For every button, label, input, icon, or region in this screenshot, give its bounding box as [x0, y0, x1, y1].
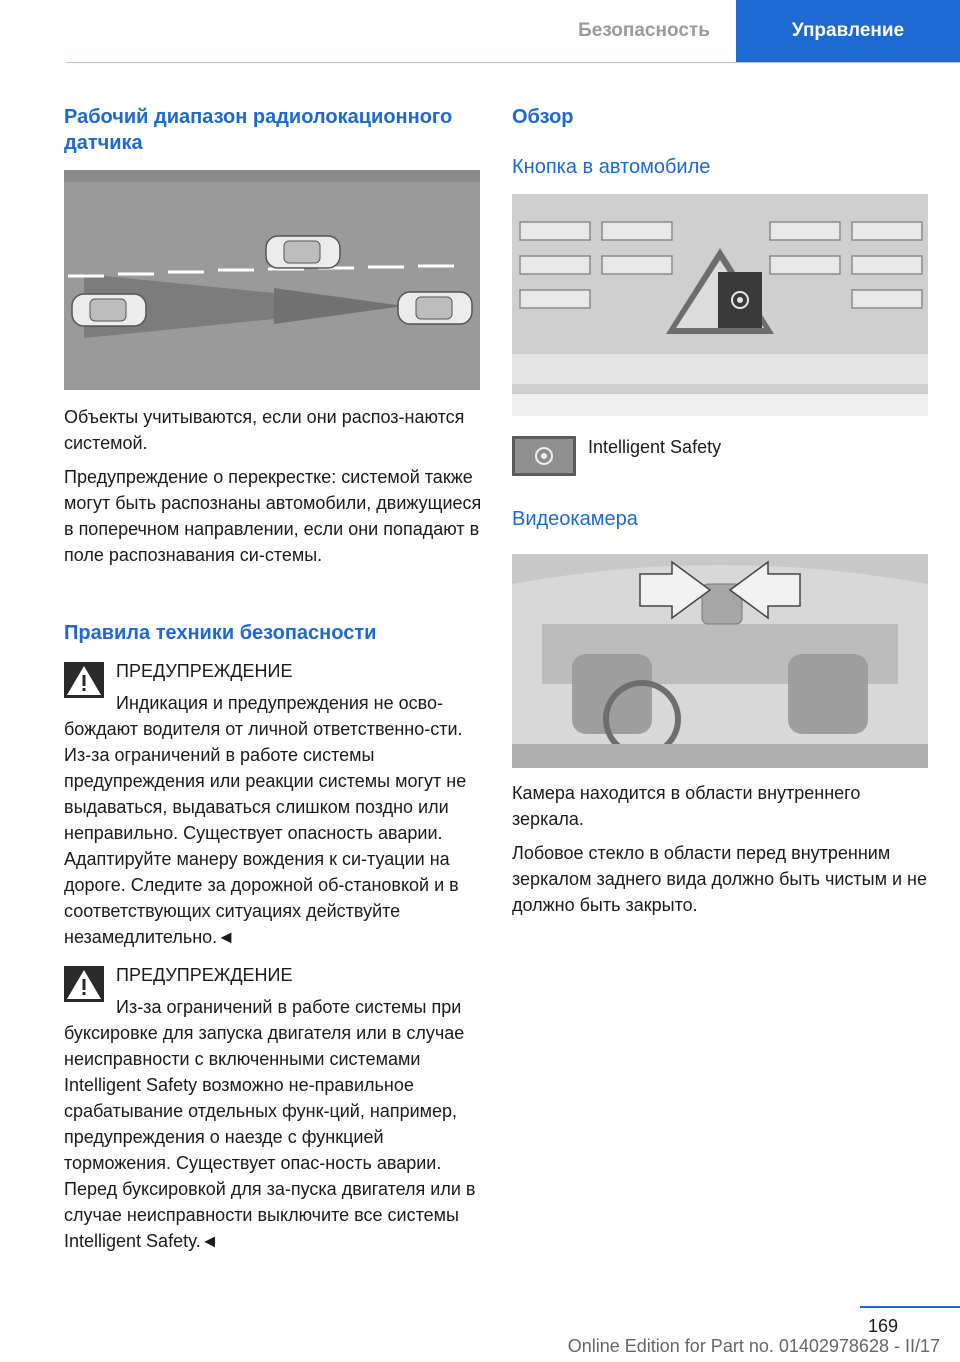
overview-heading: Обзор — [512, 106, 574, 128]
radar-range-heading: Рабочий диапазон радиолокационного датчика — [64, 106, 453, 154]
intelligent-safety-label: Intelligent Safety — [588, 437, 722, 457]
header-divider — [66, 62, 960, 63]
camera-location-text: Камера находится в области внутреннего зеркала. — [512, 783, 861, 829]
intelligent-safety-icon — [512, 436, 576, 476]
page-number: 169 — [867, 1316, 898, 1336]
dashboard-button-illustration — [512, 194, 928, 416]
warning2-title: ПРЕДУПРЕЖДЕНИЕ — [116, 965, 293, 985]
paragraph-objects: Объекты учитываются, если они распоз-наются системой. — [64, 407, 465, 453]
footer-edition: Online Edition for Part no. 01402978628 - II/17 — [567, 1336, 940, 1356]
button-in-car-heading: Кнопка в автомобиле — [512, 156, 711, 178]
camera-interior-illustration — [512, 554, 928, 768]
windshield-clean-text: Лобовое стекло в области перед внутренним зеркалом заднего вида должно быть чистым и не должно быть закрыто. — [512, 843, 927, 915]
camera-heading: Видеокамера — [512, 508, 638, 530]
car-upper — [266, 236, 340, 268]
car-right — [398, 292, 472, 324]
warning1-text: Индикация и предупреждения не осво-бождают водителя от личной ответственно-сти. Из-за ограничений в работе системы предупреждения или реакции системы могут не выдаваться, выдаваться слишком поздно или неправильно. Существует опасность аварии. Адаптируйте манеру вождения к си-туации на дороге. Следите за дорожной об-становкой и в соответствующих ситуациях действуйте незамедлительно.◄ — [64, 693, 467, 947]
warning2-text: Из-за ограничений в работе системы при буксировке для запуска двигателя или в случае неисправности с включенными системами Intelligent Safety возможно не-правильное срабатывание отдельных функ-ций, например, предупреждения о наезде с функцией торможения. Существует опас-ность аварии. Перед буксировкой для за-пуска двигателя или в случае неисправности выключите все системы Intelligent Safety.◄ — [64, 997, 476, 1251]
header-tab-controls: Управление — [736, 0, 960, 62]
footer-accent-line — [860, 1306, 960, 1308]
car-left — [72, 294, 146, 326]
warning1-title: ПРЕДУПРЕЖДЕНИЕ — [116, 661, 293, 681]
safety-rules-heading: Правила техники безопасности — [64, 622, 377, 644]
left-heading-block — [64, 104, 484, 156]
paragraph-crossing: Предупреждение о перекрестке: системой также могут быть распознаны автомобили, движущиеся в поперечном направлении, если они попадают в поле распознавания си-стемы. — [64, 467, 482, 565]
header-tab-safety: Безопасность — [552, 0, 736, 62]
radar-range-illustration — [64, 170, 480, 390]
